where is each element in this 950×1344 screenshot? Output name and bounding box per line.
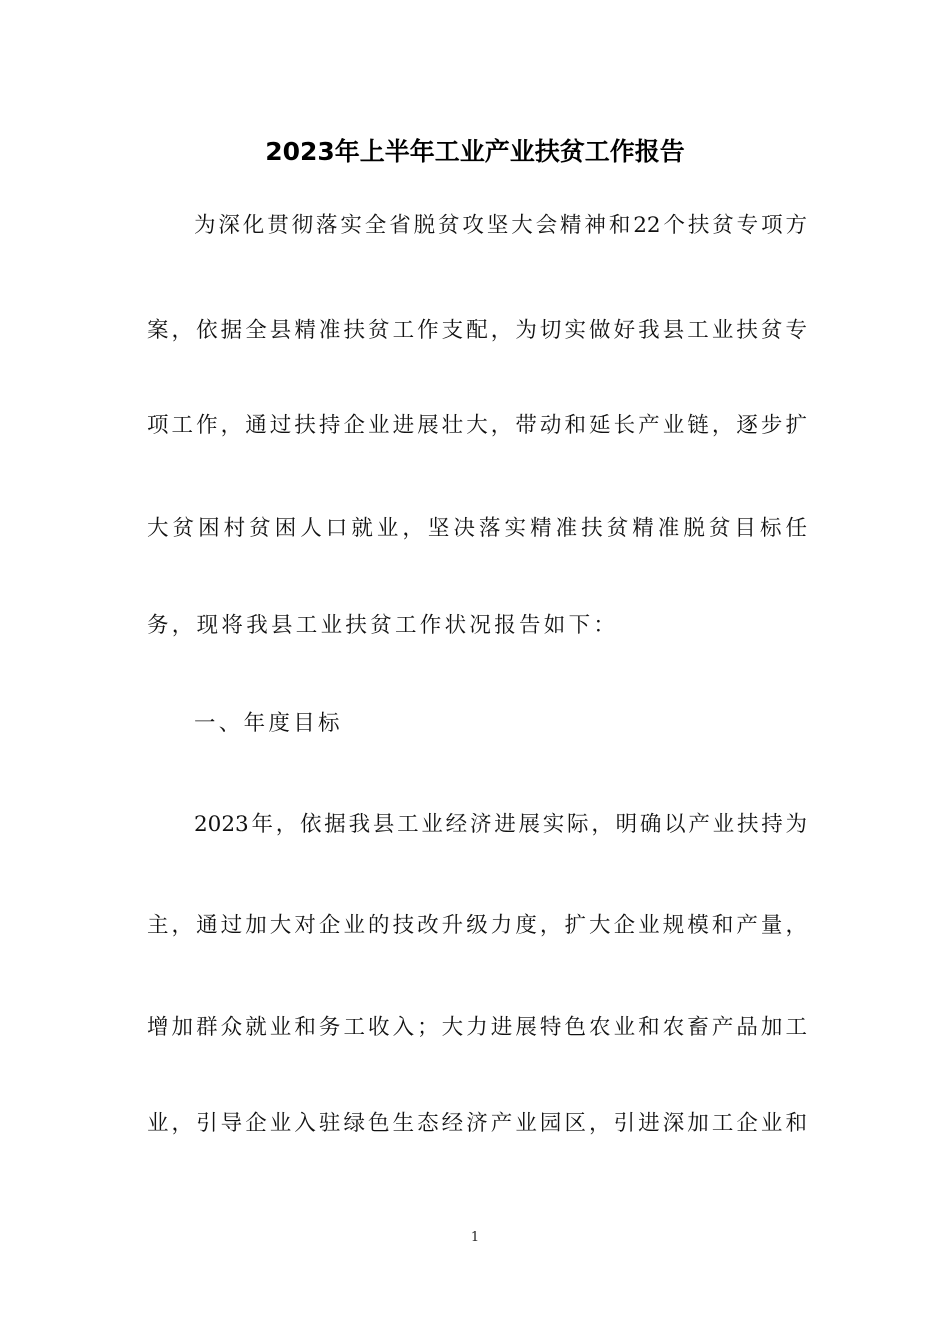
- paragraph-line: 主，通过加大对企业的技改升级力度，扩大企业规模和产量，: [147, 913, 807, 938]
- paragraph-line: 业，引导企业入驻绿色生态经济产业园区，引进深加工企业和: [147, 1111, 807, 1136]
- page-number: 1: [470, 1230, 480, 1245]
- paragraph-line: 大贫困村贫困人口就业，坚决落实精准扶贫精准脱贫目标任: [147, 516, 807, 541]
- paragraph-line: 增加群众就业和务工收入；大力进展特色农业和农畜产品加工: [147, 1015, 807, 1040]
- document-title: 2023年上半年工业产业扶贫工作报告: [265, 137, 685, 166]
- paragraph-line: 项工作，通过扶持企业进展壮大，带动和延长产业链，逐步扩: [147, 413, 807, 438]
- paragraph-line: 务，现将我县工业扶贫工作状况报告如下：: [147, 613, 619, 638]
- paragraph-line: 为深化贯彻落实全省脱贫攻坚大会精神和22个扶贫专项方: [194, 213, 807, 238]
- paragraph-line: 案，依据全县精准扶贫工作支配，为切实做好我县工业扶贫专: [147, 318, 807, 343]
- paragraph-line: 2023年，依据我县工业经济进展实际，明确以产业扶持为: [194, 812, 807, 837]
- section-heading: 一、年度目标: [194, 711, 343, 736]
